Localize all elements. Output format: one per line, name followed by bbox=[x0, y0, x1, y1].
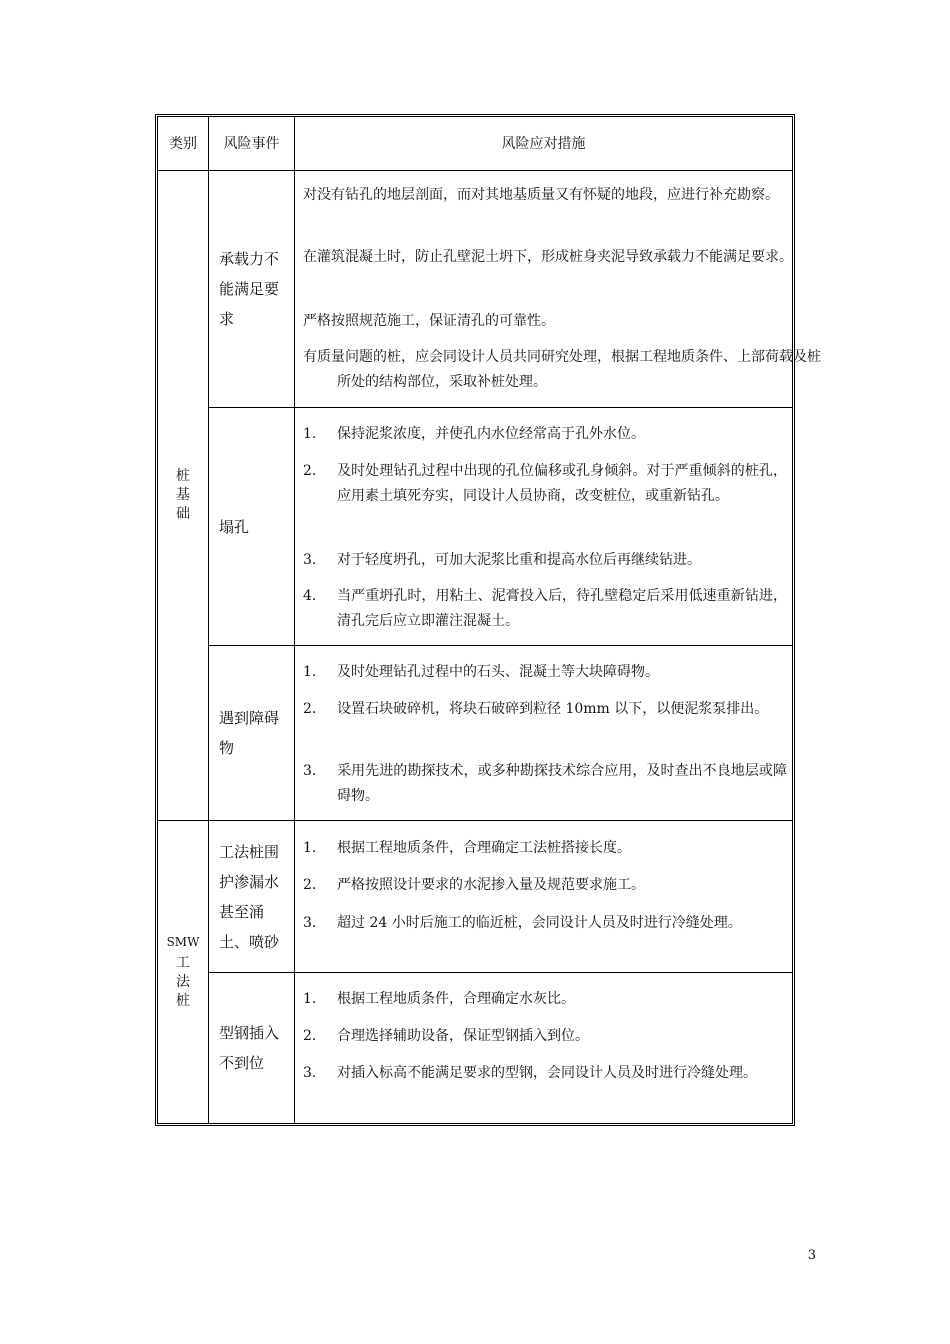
category-char: 法 bbox=[176, 974, 190, 990]
measure-number: 1. bbox=[303, 991, 317, 1007]
measure-text: 严格按照设计要求的水泥掺入量及规范要求施工。 bbox=[337, 877, 645, 893]
measure-number: 2. bbox=[303, 463, 317, 479]
measure-text: 保持泥浆浓度，并使孔内水位经常高于孔外水位。 bbox=[337, 426, 645, 442]
measure-text: 根据工程地质条件，合理确定水灰比。 bbox=[337, 991, 575, 1007]
measure-number: 3. bbox=[303, 552, 317, 568]
measure-text: 采用先进的勘探技术，或多种勘探技术综合应用，及时查出不良地层或障碍物。 bbox=[337, 763, 787, 804]
measure-text: 超过 24 小时后施工的临近桩，会同设计人员及时进行冷缝处理。 bbox=[337, 915, 742, 931]
measure-number: 4. bbox=[303, 588, 317, 604]
header-risk-event: 风险事件 bbox=[223, 135, 280, 152]
risk-table bbox=[155, 114, 821, 1126]
risk-event-label: 型钢插入不到位 bbox=[219, 1024, 280, 1072]
row-divider bbox=[208, 407, 792, 408]
measure-number: 2. bbox=[303, 877, 317, 893]
category-pile-foundation bbox=[158, 171, 208, 820]
category-char: 基 bbox=[176, 487, 190, 503]
page-number: 3 bbox=[807, 1248, 816, 1263]
measure-item: 严格按照规范施工，保证清孔的可靠性。 bbox=[303, 313, 555, 329]
measure-text: 根据工程地质条件，合理确定工法桩搭接长度。 bbox=[337, 840, 631, 856]
row-divider bbox=[208, 972, 792, 973]
risk-event-bearing-capacity bbox=[209, 171, 294, 407]
header-measures: 风险应对措施 bbox=[501, 135, 586, 152]
measure-number: 3. bbox=[303, 763, 317, 779]
measure-item: 有质量问题的桩，应会同设计人员共同研究处理，根据工程地质条件、上部荷载及桩所处的结构部位，采取补桩处理。 bbox=[303, 349, 821, 390]
measure-number: 1. bbox=[303, 426, 317, 442]
measure-number: 2. bbox=[303, 1028, 317, 1044]
measure-text: 当严重坍孔时，用粘土、泥膏投入后，待孔壁稳定后采用低速重新钻进，清孔完后应立即灌注混凝土。 bbox=[337, 588, 787, 629]
row-divider bbox=[208, 645, 792, 646]
category-char: 础 bbox=[176, 506, 190, 522]
measure-number: 1. bbox=[303, 840, 317, 856]
category-prefix: SMW bbox=[166, 935, 200, 949]
measure-text: 设置石块破碎机，将块石破碎到粒径 10mm 以下，以便泥浆泵排出。 bbox=[337, 701, 769, 717]
header-category: 类别 bbox=[169, 135, 197, 152]
risk-event-obstacles bbox=[209, 646, 294, 820]
measure-item: 在灌筑混凝土时，防止孔壁泥土坍下，形成桩身夹泥导致承载力不能满足要求。 bbox=[303, 249, 793, 265]
measure-text: 及时处理钻孔过程中的石头、混凝土等大块障碍物。 bbox=[337, 664, 659, 680]
measure-number: 2. bbox=[303, 701, 317, 717]
category-char: 工 bbox=[176, 955, 190, 971]
measure-text: 对插入标高不能满足要求的型钢，会同设计人员及时进行冷缝处理。 bbox=[337, 1065, 757, 1081]
category-char: 桩 bbox=[176, 468, 190, 484]
risk-event-label: 工法桩围护渗漏水甚至涌土、喷砂 bbox=[219, 842, 280, 951]
measure-text: 合理选择辅助设备，保证型钢插入到位。 bbox=[337, 1028, 589, 1044]
risk-event-label: 塌孔 bbox=[219, 517, 250, 536]
risk-event-label: 承载力不能满足要求 bbox=[219, 250, 280, 328]
risk-event-hole-collapse bbox=[209, 408, 294, 645]
risk-event-label: 遇到障碍物 bbox=[219, 709, 280, 757]
measure-text: 对于轻度坍孔，可加大泥浆比重和提高水位后再继续钻进。 bbox=[337, 552, 701, 568]
measure-number: 3. bbox=[303, 915, 317, 931]
measure-text: 及时处理钻孔过程中出现的孔位偏移或孔身倾斜。对于严重倾斜的桩孔，应用素土填死夯实，同设计人员协商，改变桩位，或重新钻孔。 bbox=[337, 463, 787, 504]
category-smw-pile bbox=[158, 821, 208, 1123]
category-char: 桩 bbox=[176, 993, 190, 1009]
measure-number: 3. bbox=[303, 1065, 317, 1081]
risk-event-leakage bbox=[209, 821, 294, 972]
risk-event-steel-insertion bbox=[209, 973, 294, 1123]
measure-number: 1. bbox=[303, 664, 317, 680]
measure-item: 对没有钻孔的地层剖面，而对其地基质量又有怀疑的地段，应进行补充勘察。 bbox=[303, 187, 779, 203]
